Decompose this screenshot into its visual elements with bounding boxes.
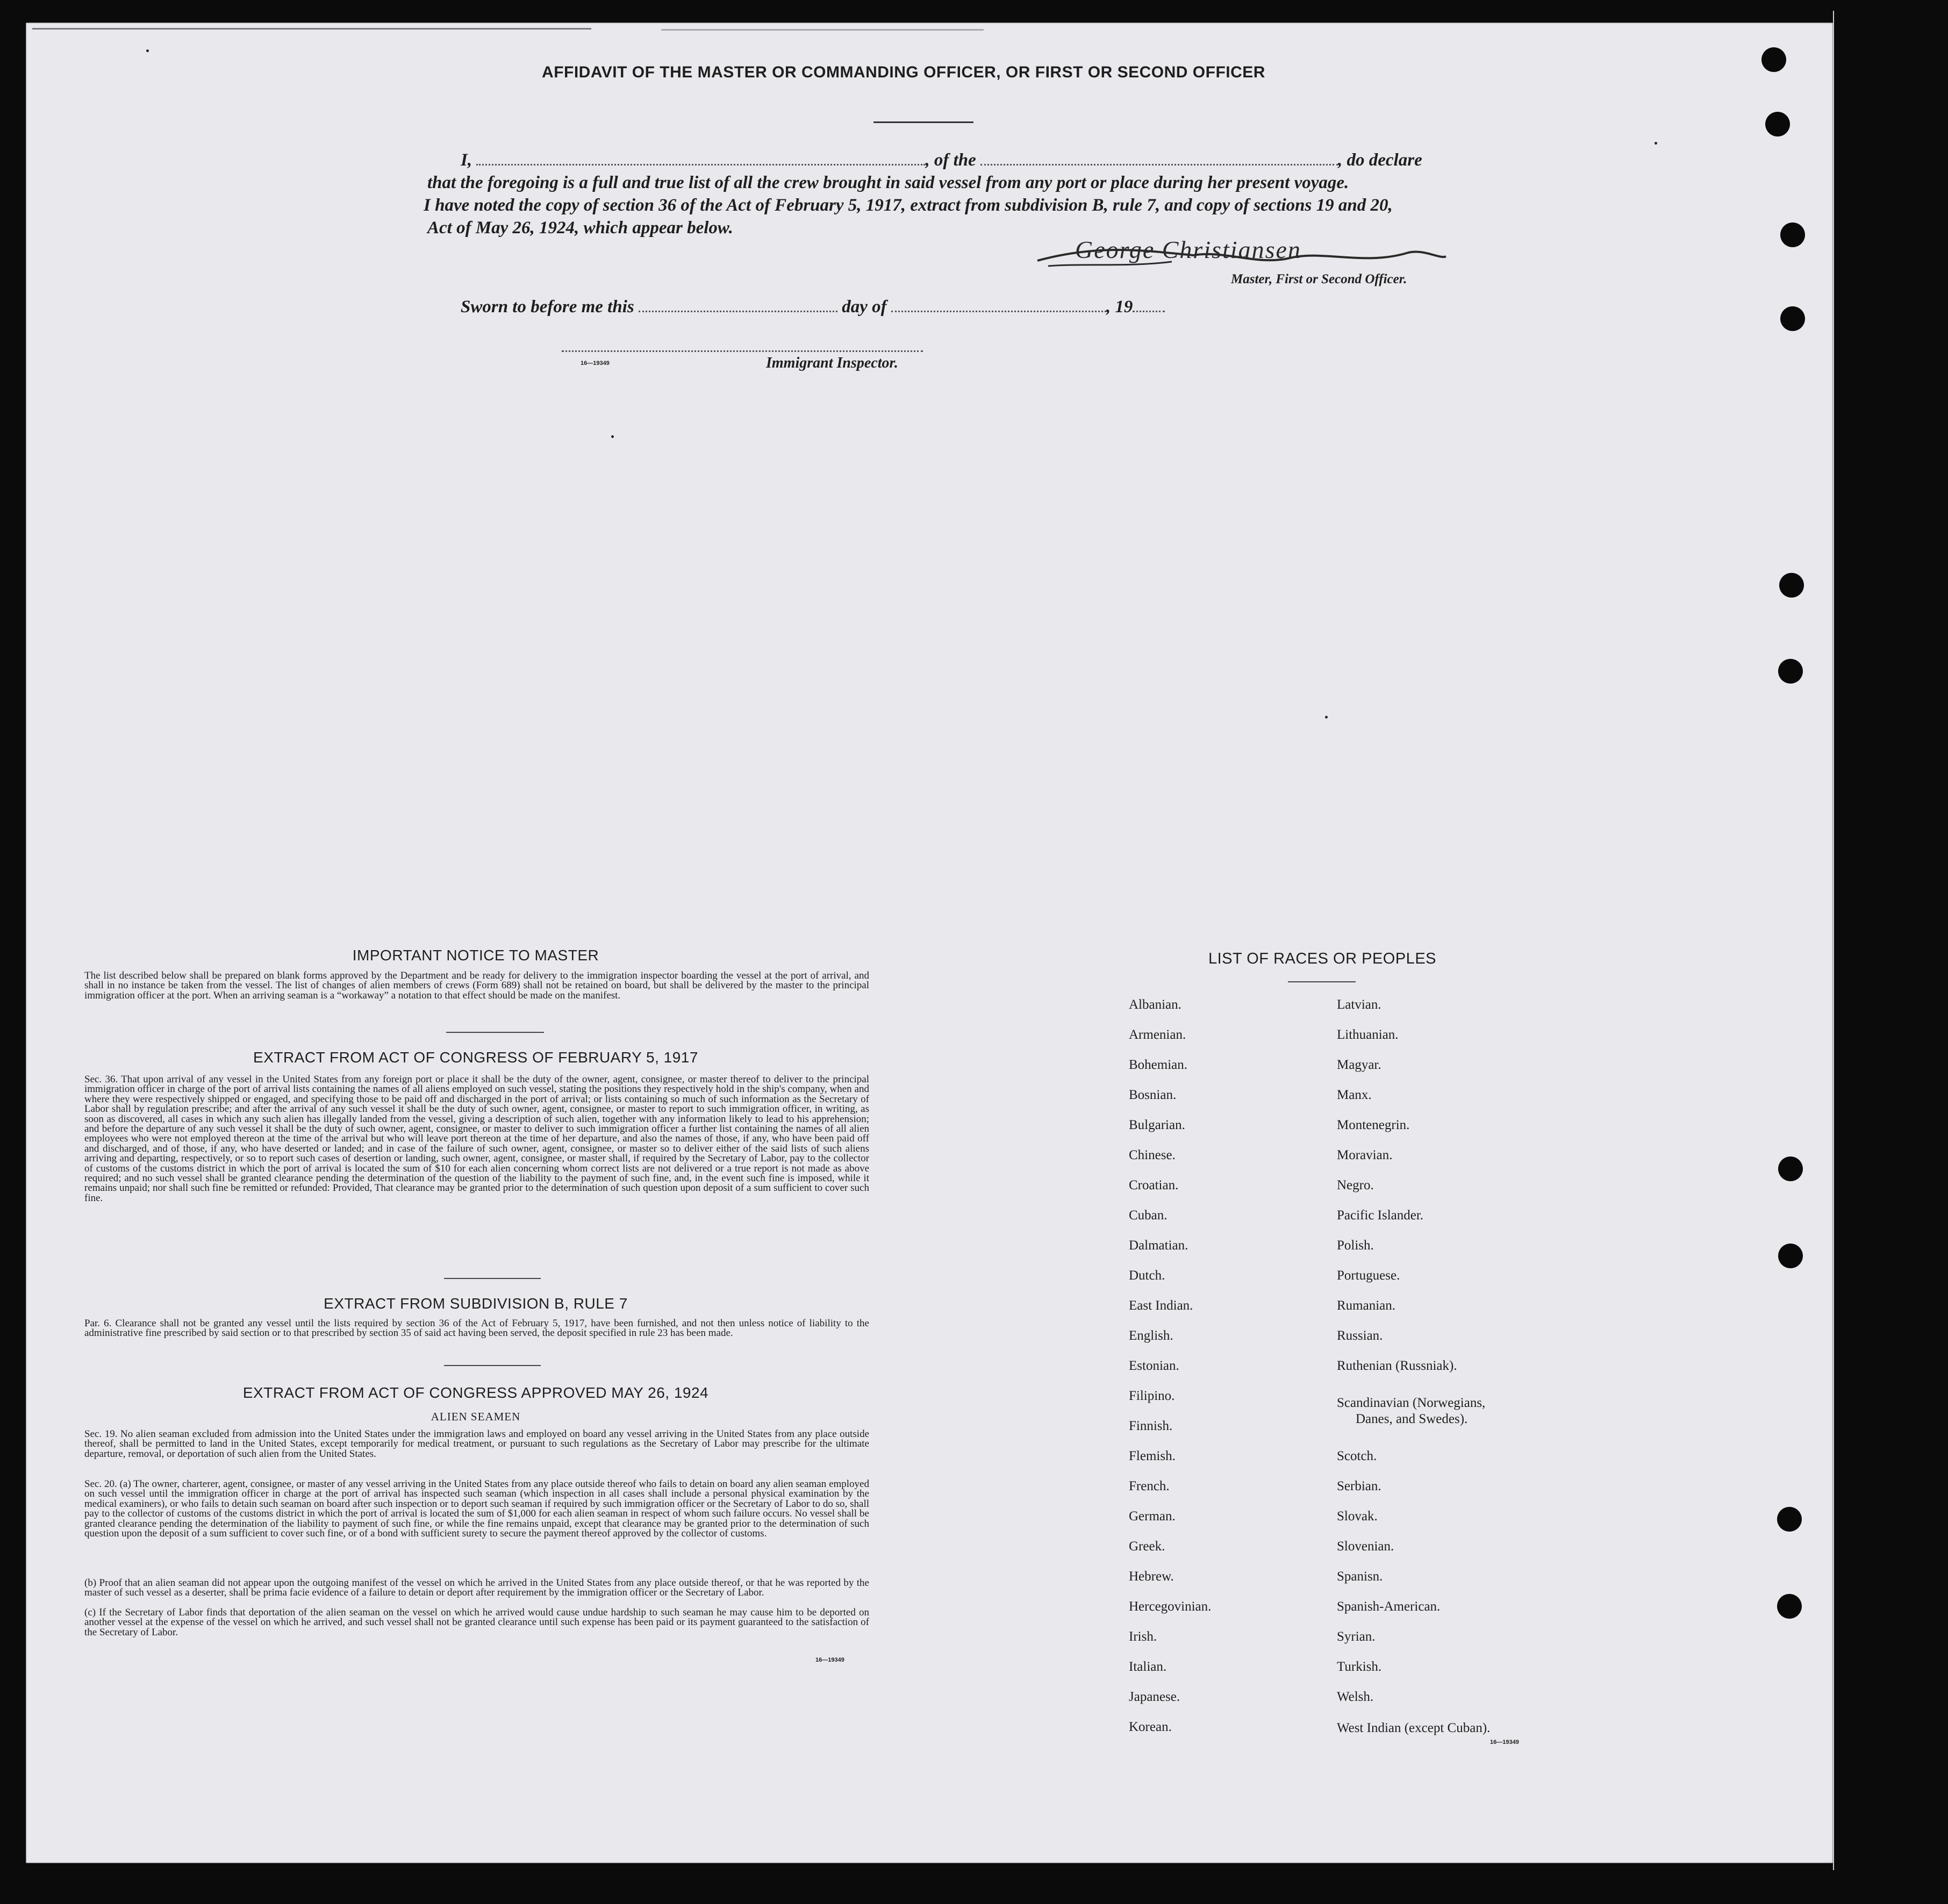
alien-seamen-subtitle: ALIEN SEAMEN — [431, 1410, 521, 1423]
form-number: 16—19349 — [1490, 1739, 1519, 1745]
race-item: Ruthenian (Russniak). — [1337, 1359, 1457, 1373]
race-item: Albanian. — [1129, 997, 1181, 1012]
sworn-line — [461, 297, 1165, 317]
race-item: French. — [1129, 1479, 1170, 1493]
punch-hole — [1777, 1507, 1802, 1532]
race-item: Danes, and Swedes). — [1356, 1412, 1468, 1426]
race-item: Japanese. — [1129, 1690, 1180, 1704]
race-item: Armenian. — [1129, 1028, 1186, 1042]
rule7-text: Par. 6. Clearance shall not be granted any vessel until the lists required by section 36 of the Act of February 5, 1917, have been furnished, and not then unless notice of liability to the administrative fine prescribed by said section or to that prescribed by section 35 of said act having been served, the deposit specified in rule 23 has been made. — [84, 1318, 869, 1339]
race-item: Welsh. — [1337, 1690, 1374, 1704]
race-item: Dalmatian. — [1129, 1238, 1188, 1253]
race-item: Greek. — [1129, 1539, 1165, 1554]
form-number: 16—19349 — [581, 360, 610, 367]
page-edge — [1833, 11, 1834, 1870]
divider — [1288, 981, 1356, 982]
year-text: , 19 — [1106, 297, 1133, 317]
race-item: Magyar. — [1337, 1058, 1381, 1072]
race-item: Croatian. — [1129, 1178, 1179, 1192]
race-item: Montenegrin. — [1337, 1118, 1410, 1132]
divider — [444, 1365, 541, 1366]
sec20b-text: (b) Proof that an alien seaman did not appear upon the outgoing manifest of the vessel on which he arrived in the United States from any place outside thereof, or that he was reported by the master of such vessel as a deserter, shall be prima facie evidence of a failure to detain or deport after requirement by the immigration officer or the Secretary of Labor. — [84, 1577, 869, 1599]
race-item: Polish. — [1337, 1238, 1374, 1253]
affidavit-line-3: I have noted the copy of section 36 of the Act of February 5, 1917, extract from subdivision B, rule 7, and copy of sections 19 and 20, — [424, 196, 1393, 215]
race-item: Bulgarian. — [1129, 1118, 1185, 1132]
race-item: Hebrew. — [1129, 1569, 1174, 1584]
punch-hole — [1777, 1594, 1802, 1619]
day-blank — [639, 299, 837, 312]
race-item: Filipino. — [1129, 1389, 1175, 1403]
month-blank — [891, 299, 1106, 312]
race-item: Cuban. — [1129, 1208, 1168, 1223]
divider — [444, 1278, 541, 1279]
race-item: Syrian. — [1337, 1629, 1376, 1644]
act-1917-title: EXTRACT FROM ACT OF CONGRESS OF FEBRUARY 5, 1917 — [253, 1049, 698, 1066]
act-1917-text: Sec. 36. That upon arrival of any vessel in the United States from any foreign port or place it shall be the duty of the owner, agent, consignee, or master thereof to deliver to the principal immigration officer in charge of the port of arrival lists containing the names of all aliens employed on such vessel, stating the positions they respectively hold in the ship's company, when and where they were respectively shipped or engaged, and specifying those to be paid off and discharged in the port of arrival; or lists containing so much of such information as the Secretary of Labor shall by regulation prescribe; and after the arrival of any such vessel it shall be the duty of such owner, agent, consignee, or master to report to such immigration officer, in writing, as soon as discovered, all cases in which any such alien has illegally landed from the vessel, giving a description of such alien, together with any information likely to lead to his apprehension; and before the departure of any such vessel it shall be the duty of such owner, agent, consignee, or master to deliver to such immigration officer a further list containing the names of all alien employees who were not employed thereon at the time of the arrival but who will leave port thereon at the time of her departure, and also the names of those, if any, who have been paid off and discharged, and of those, if any, who have deserted or landed; and in case of the failure of such owner, agent, consignee, or master so to deliver either of the said lists of such aliens arriving and departing, respectively, or so to report such cases of desertion or landing, such owner, agent, consignee, or master shall, if required by the Secretary of Labor, pay to the collector of customs of the customs district in which the port of arrival is located the sum of $10 for each alien concerning whom correct lists are not delivered or a true report is not made as above required; and no such vessel shall be granted clearance pending the determination of the question of the liability to the payment of such fine, and, in the event such fine is imposed, while it remains unpaid; nor shall such fine be remitted or refunded: Provided, That clearance may be granted prior to the determination of such question upon deposit of a sum sufficient to cover such fine. — [84, 1074, 869, 1204]
race-item: Latvian. — [1337, 997, 1381, 1012]
punch-hole — [1778, 1244, 1803, 1268]
affidavit-line-4: Act of May 26, 1924, which appear below. — [427, 218, 733, 238]
day-of-text: day of — [842, 297, 887, 317]
punch-hole — [1780, 222, 1805, 247]
race-item: Italian. — [1129, 1659, 1167, 1674]
speck — [146, 49, 149, 52]
race-item: Pacific Islander. — [1337, 1208, 1424, 1223]
race-item: Finnish. — [1129, 1419, 1173, 1433]
race-item: Estonian. — [1129, 1359, 1179, 1373]
signature-caption: Master, First or Second Officer. — [1231, 272, 1407, 286]
speck — [1325, 716, 1328, 719]
race-item: Korean. — [1129, 1720, 1172, 1734]
race-item: Dutch. — [1129, 1268, 1165, 1283]
race-item: Irish. — [1129, 1629, 1157, 1644]
affidavit-line-2: that the foregoing is a full and true list of all the crew brought in said vessel from any port or place during her present voyage. — [427, 173, 1349, 192]
signature-text: George Christiansen — [1075, 236, 1301, 263]
affidavit-line-1 — [461, 150, 1422, 170]
divider — [446, 1032, 544, 1033]
punch-hole — [1778, 1156, 1803, 1181]
form-number: 16—19349 — [815, 1657, 844, 1663]
race-item: Serbian. — [1337, 1479, 1381, 1493]
text-do-declare: , do declare — [1338, 150, 1422, 170]
inspector-signature-line — [562, 350, 923, 352]
race-item: Lithuanian. — [1337, 1028, 1399, 1042]
scan-artifact — [32, 28, 591, 30]
speck — [611, 435, 614, 438]
punch-hole — [1765, 112, 1790, 136]
sworn-text: Sworn to before me this — [461, 297, 634, 317]
punch-hole — [1778, 659, 1803, 684]
race-item: Hercegovinian. — [1129, 1599, 1212, 1614]
races-title: LIST OF RACES OR PEOPLES — [1208, 950, 1437, 967]
affidavit-title: AFFIDAVIT OF THE MASTER OR COMMANDING OFFICER, OR FIRST OR SECOND OFFICER — [542, 63, 1265, 81]
race-item: Turkish. — [1337, 1659, 1382, 1674]
speck — [1655, 142, 1657, 145]
race-item: East Indian. — [1129, 1298, 1193, 1313]
race-item: English. — [1129, 1328, 1173, 1343]
race-item: Chinese. — [1129, 1148, 1176, 1162]
race-item: Bosnian. — [1129, 1088, 1177, 1102]
race-item: Slovenian. — [1337, 1539, 1394, 1554]
notice-text: The list described below shall be prepared on blank forms approved by the Department and be ready for delivery to the immigration inspector boarding the vessel at the port of arrival, and shall in no instance be taken from the vessel. The list of changes of alien members of crews (Form 689) shall not be retained on board, but shall be delivered by the master to the principal immigration officer at the port. When an arriving seaman is a “workaway” a notation to that effect should be made on the manifest. — [84, 970, 869, 1001]
race-item: Russian. — [1337, 1328, 1383, 1343]
race-item: Scandinavian (Norwegians, — [1337, 1396, 1486, 1410]
race-item: Slovak. — [1337, 1509, 1378, 1524]
race-item: West Indian (except Cuban). — [1337, 1721, 1491, 1735]
punch-hole — [1779, 573, 1804, 598]
inspector-label: Immigrant Inspector. — [766, 355, 898, 371]
race-item: Spanisn. — [1337, 1569, 1383, 1584]
race-item: Bohemian. — [1129, 1058, 1188, 1072]
race-item: Rumanian. — [1337, 1298, 1396, 1313]
sec19-text: Sec. 19. No alien seaman excluded from admission into the United States under the immigration laws and employed on board any vessel arriving in the United States from any place outside thereof, shall be permitted to land in the United States, except temporarily for medical treatment, or pursuant to such regulations as the Secretary of Labor may prescribe for the ultimate departure, removal, or deportation of such alien from the United States. — [84, 1428, 869, 1460]
title-underline — [873, 121, 973, 123]
year-blank — [1133, 299, 1165, 312]
race-item: Moravian. — [1337, 1148, 1393, 1162]
notice-title: IMPORTANT NOTICE TO MASTER — [352, 947, 599, 964]
vessel-blank — [980, 152, 1338, 166]
name-blank — [476, 152, 925, 166]
race-item: Flemish. — [1129, 1449, 1176, 1463]
race-item: German. — [1129, 1509, 1176, 1524]
rule7-title: EXTRACT FROM SUBDIVISION B, RULE 7 — [324, 1295, 628, 1312]
scan-artifact — [661, 29, 984, 31]
punch-hole — [1780, 306, 1805, 331]
act-1924-title: EXTRACT FROM ACT OF CONGRESS APPROVED MAY 26, 1924 — [242, 1384, 709, 1401]
text-of-the: , of the — [925, 150, 976, 170]
sec20c-text: (c) If the Secretary of Labor finds that deportation of the alien seaman on the vessel on which he arrived would cause undue hardship to such seaman he may cause him to be deported on another vessel at the expense of the vessel on which he arrived, and such vessel shall not be granted clearance until such expense has been paid or its payment guaranteed to the satisfaction of the Secretary of Labor. — [84, 1607, 869, 1638]
race-item: Spanish-American. — [1337, 1599, 1441, 1614]
race-item: Manx. — [1337, 1088, 1372, 1102]
race-item: Portuguese. — [1337, 1268, 1400, 1283]
race-item: Scotch. — [1337, 1449, 1377, 1463]
race-item: Negro. — [1337, 1178, 1374, 1192]
text-i: I, — [461, 150, 472, 170]
sec20a-text: Sec. 20. (a) The owner, charterer, agent, consignee, or master of any vessel arriving in the United States from any place outside thereof who fails to detain on board any alien seaman employed on such vessel until the immigration officer in charge at the port of arrival has inspected such seaman (which inspection in all cases shall include a personal physical examination by the medical examiners), or who fails to detain such seaman on board after such inspection or to deport such seaman if required by such immigration officer or the Secretary of Labor to do so, shall pay to the collector of customs of the customs district in which the port of arrival is located the sum of $1,000 for each alien seaman in respect of whom such failure occurs. No vessel shall be granted clearance pending the determination of the liability to payment of such fine, or while the fine remains unpaid, except that clearance may be granted prior to the determination of such question upon the deposit of a sum sufficient to cover such fine, or of a bond with sufficient surety to secure the payment thereof approved by the collector of customs. — [84, 1478, 869, 1540]
